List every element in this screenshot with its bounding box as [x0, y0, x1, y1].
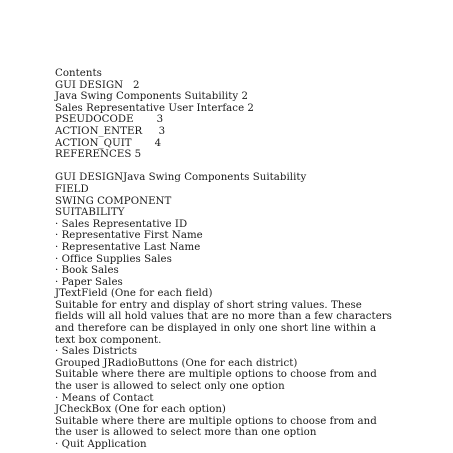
paragraph-gap — [55, 161, 447, 173]
field-item: · Representative First Name — [55, 230, 203, 242]
field-item: · Representative Last Name — [55, 241, 201, 253]
field-item: · Book Sales — [55, 265, 119, 277]
section-heading: GUI DESIGNJava Swing Components Suitability — [55, 172, 307, 184]
column-header-suitability: SUITABILITY — [55, 207, 125, 219]
toc-entry-pseudocode: PSEUDOCODE 3 — [55, 114, 164, 126]
field-item: · Office Supplies Sales — [55, 253, 172, 265]
component-name: JTextField (One for each field) — [55, 288, 213, 300]
field-item: · Sales Districts — [55, 346, 138, 358]
suitability-text: fields will all hold values that are no more than a few characters — [55, 311, 392, 323]
suitability-text: Suitable for entry and display of short string values. These — [55, 299, 362, 311]
suitability-text: text box component. — [55, 334, 162, 346]
component-name: Grouped JRadioButtons (One for each district) — [55, 357, 298, 369]
column-header-component: SWING COMPONENT — [55, 195, 172, 207]
toc-entry-references: REFERENCES 5 — [55, 149, 142, 161]
contents-heading: Contents — [55, 68, 102, 79]
suitability-text: the user is allowed to select more than one option — [55, 427, 317, 439]
toc-entry-gui-design: GUI DESIGN 2 — [55, 79, 140, 91]
suitability-text: and therefore can be displayed in only one short line within a — [55, 323, 377, 335]
field-item: · Quit Application — [55, 439, 147, 450]
column-header-field: FIELD — [55, 183, 89, 195]
field-item: · Means of Contact — [55, 392, 154, 404]
suitability-text: Suitable where there are multiple options to choose from and — [55, 415, 377, 427]
suitability-text: the user is allowed to select only one option — [55, 381, 285, 393]
document-text — [55, 68, 447, 451]
field-item: · Sales Representative ID — [55, 218, 188, 230]
toc-entry-action-quit: ACTION_QUIT 4 — [55, 137, 162, 149]
suitability-text: Suitable where there are multiple options to choose from and — [55, 369, 377, 381]
toc-entry-swing-suitability: Java Swing Components Suitability 2 — [55, 91, 249, 103]
toc-entry-action-enter: ACTION_ENTER 3 — [55, 125, 166, 137]
toc-entry-user-interface: Sales Representative User Interface 2 — [55, 102, 254, 114]
field-item: · Paper Sales — [55, 276, 123, 288]
component-name: JCheckBox (One for each option) — [55, 404, 226, 416]
